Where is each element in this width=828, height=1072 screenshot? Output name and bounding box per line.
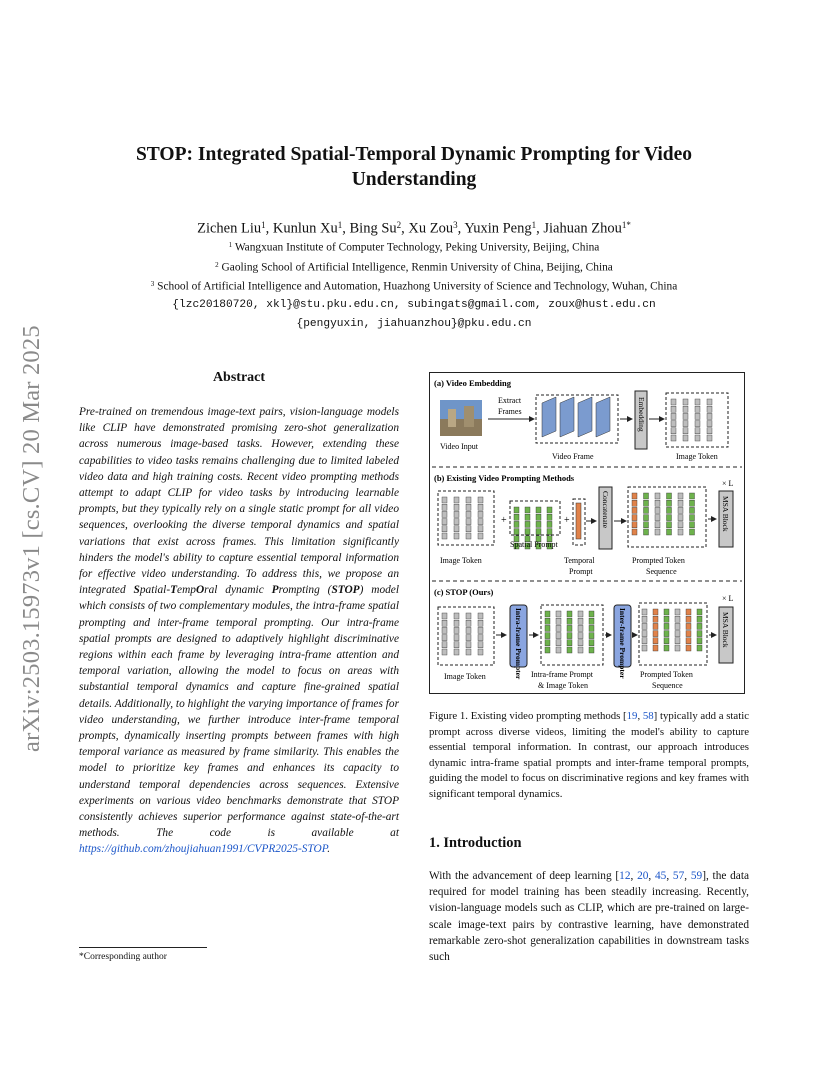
token-cell	[556, 625, 561, 631]
token-cell	[514, 507, 519, 513]
token-cell	[478, 497, 483, 503]
token-cell	[671, 428, 676, 434]
token-cell	[545, 611, 550, 617]
token-cell	[567, 611, 572, 617]
abstract-body: Pre-trained on tremendous image-text pairs, vision-language models like CLIP have demonstrated promising zero-shot generalization across numerous image-based tasks. However, extending these capabilities to video tasks remains challenging due to limited labeled video data and high training costs. Recent video prompting methods attempt to adapt CLIP for video tasks by introducing learnable prompts, but they typically rely on a single static prompt for all video sequences, overlooking the diverse temporal dynamics and spatial variations that exist across frames. This limitation significantly hinders the model's ability to capture essential temporal information for effective video understanding. To address this, we propose an integrated Spatial-TempOral dynamic Prompting (STOP) model which consists of two complementary modules, the intra-frame spatial prompting and inter-frame temporal prompting. Our intra-frame spatial prompts are designed to adaptively highlight discriminative regions within each frame by leveraging intra-frame attention and temporal variation, allowing the model to focus on areas with substantial temporal dynamics and capture fine-grained spatial details. Additionally, to highlight the varying importance of frames for video understanding, we further introduce inter-frame temporal prompts, dynamically inserting prompts between frames with high temporal variance as measured by frame similarity. This enables the model to prioritize key frames and enhances its capacity to understand temporal dependencies across sequences. Extensive experiments on various video benchmarks demonstrate that STOP consistently achieves superior performance against state-of-the-art methods. The code is available at https://github.com/zhoujiahuan1991/CVPR2025-STOP.	[79, 406, 399, 856]
token-cell	[675, 623, 680, 629]
times-l-b: × L	[722, 479, 734, 488]
token-cell	[653, 616, 658, 622]
token-cell	[671, 413, 676, 419]
token-cell	[567, 625, 572, 631]
token-cell	[655, 507, 660, 513]
token-cell	[478, 649, 483, 655]
token-cell	[578, 647, 583, 653]
token-cell	[653, 609, 658, 615]
token-cell	[707, 435, 712, 441]
token-cell	[547, 529, 552, 535]
token-cell	[466, 649, 471, 655]
token-cell	[642, 638, 647, 644]
token-cell	[632, 522, 637, 528]
author-affiliation-mark: 2	[396, 220, 402, 230]
token-cell	[478, 533, 483, 539]
token-cell	[578, 611, 583, 617]
token-cell	[442, 526, 447, 532]
token-cell	[632, 529, 637, 535]
author: Zichen Liu	[197, 220, 262, 237]
figure-1	[429, 372, 745, 694]
author-affiliation-mark: 3	[453, 220, 458, 230]
token-cell	[578, 633, 583, 639]
token-cell	[664, 631, 669, 637]
token-cell	[454, 497, 459, 503]
token-cell	[556, 647, 561, 653]
author: Xu Zou	[408, 220, 454, 237]
token-cell	[644, 507, 649, 513]
token-cell	[697, 609, 702, 615]
token-cell	[466, 519, 471, 525]
token-cell	[671, 406, 676, 412]
panel-c-label: (c) STOP (Ours)	[434, 587, 494, 597]
token-cell	[525, 514, 530, 520]
token-cell	[667, 493, 672, 499]
token-cell	[655, 500, 660, 506]
token-cell	[632, 493, 637, 499]
token-cell	[545, 618, 550, 624]
token-cell	[478, 620, 483, 626]
token-cell	[683, 428, 688, 434]
token-cell	[678, 493, 683, 499]
token-cell	[671, 399, 676, 405]
token-cell	[655, 515, 660, 521]
token-cell	[442, 511, 447, 517]
token-cell	[454, 526, 459, 532]
affiliation-3: $^3$ School of Artificial Intelligence and Automation, Huazhong University of Science and Technology, Wuhan, China	[150, 280, 678, 293]
token-cell	[655, 522, 660, 528]
token-cell	[466, 642, 471, 648]
token-cell	[642, 623, 647, 629]
author: Yuxin Peng	[464, 220, 532, 237]
figure-diagram	[430, 373, 744, 693]
author-affiliation-mark: 1	[337, 220, 343, 230]
token-cell	[675, 638, 680, 644]
token-cell	[466, 635, 471, 641]
token-cell	[578, 618, 583, 624]
concatenate-label: Concatenate	[601, 491, 610, 529]
token-cell	[695, 421, 700, 427]
token-cell	[695, 413, 700, 419]
token-cell	[683, 435, 688, 441]
token-cell	[536, 514, 541, 520]
token-cell	[556, 611, 561, 617]
prompted-tokens-c	[642, 609, 702, 651]
token-cell	[589, 625, 594, 631]
token-cell	[707, 399, 712, 405]
token-cell	[514, 521, 519, 527]
token-cell	[466, 497, 471, 503]
token-cell	[442, 635, 447, 641]
token-cell	[697, 631, 702, 637]
token-cell	[545, 633, 550, 639]
inter-frame-prompter-label: Inter-frame Prompter	[618, 608, 627, 679]
token-cell	[664, 609, 669, 615]
token-cell	[545, 640, 550, 646]
prompted-token-group-c	[639, 603, 707, 665]
token-cell	[478, 511, 483, 517]
token-cell	[632, 515, 637, 521]
token-cell	[478, 627, 483, 633]
footnote-rule	[79, 947, 207, 948]
token-cell	[686, 638, 691, 644]
token-cell	[667, 522, 672, 528]
frames-label: Frames	[498, 407, 522, 416]
token-cell	[567, 618, 572, 624]
token-cell	[644, 493, 649, 499]
token-cell	[466, 627, 471, 633]
token-cell	[655, 493, 660, 499]
author: Jiahuan Zhou	[543, 220, 622, 237]
token-cell	[678, 515, 683, 521]
token-cell	[683, 406, 688, 412]
plus-sign: +	[501, 515, 507, 526]
prompted-tokens-b	[632, 493, 695, 535]
video-input-image	[440, 400, 482, 436]
affiliation-1: $^1$ Wangxuan Institute of Computer Technology, Peking University, Beijing, China	[228, 241, 600, 254]
image-token-label-c: Image Token	[444, 672, 486, 681]
token-cell	[589, 647, 594, 653]
token-cell	[697, 623, 702, 629]
token-cell	[578, 625, 583, 631]
title-line-2: Understanding	[351, 169, 477, 190]
token-cell	[707, 406, 712, 412]
token-cell	[478, 526, 483, 532]
token-cell	[454, 642, 459, 648]
token-cell	[514, 514, 519, 520]
token-cell	[454, 620, 459, 626]
token-cell	[466, 511, 471, 517]
token-columns-a	[671, 399, 712, 441]
email-line-2: {pengyuxin, jiahuanzhou}@pku.edu.cn	[296, 318, 532, 330]
token-cell	[683, 421, 688, 427]
token-cell	[478, 519, 483, 525]
token-cell	[667, 515, 672, 521]
prompted-token-label-b: Prompted Token	[632, 556, 685, 565]
video-frame-label: Video Frame	[552, 452, 594, 461]
token-cell	[454, 627, 459, 633]
token-cell	[671, 421, 676, 427]
token-cell	[478, 613, 483, 619]
token-cell	[690, 500, 695, 506]
token-cell	[525, 507, 530, 513]
token-cell	[678, 522, 683, 528]
author-affiliation-mark: 1*	[621, 220, 631, 230]
token-cell	[545, 647, 550, 653]
paper-title	[90, 142, 738, 192]
token-cell	[589, 618, 594, 624]
prompt-label: Prompt	[569, 567, 593, 576]
token-cell	[642, 645, 647, 651]
token-cell	[454, 511, 459, 517]
token-cell	[442, 497, 447, 503]
token-cell	[632, 507, 637, 513]
token-cell	[632, 500, 637, 506]
token-cell	[556, 618, 561, 624]
token-cell	[678, 500, 683, 506]
token-cell	[466, 613, 471, 619]
arxiv-identifier: arXiv:2503.15973v1 [cs.CV] 20 Mar 2025	[18, 325, 45, 752]
token-cell	[644, 500, 649, 506]
msa-label-b: MSA Block	[721, 496, 730, 532]
token-cell	[454, 519, 459, 525]
token-cell	[697, 616, 702, 622]
token-cell	[664, 638, 669, 644]
token-cell	[514, 529, 519, 535]
author: Bing Su	[349, 220, 397, 237]
token-cell	[478, 635, 483, 641]
sequence-label-c: Sequence	[652, 681, 683, 690]
token-cell	[547, 507, 552, 513]
citation-link[interactable]: 20	[637, 870, 649, 882]
token-cell	[707, 421, 712, 427]
token-cell	[686, 623, 691, 629]
token-cell	[695, 399, 700, 405]
affiliation-2: $^2$ Gaoling School of Artificial Intelligence, Renmin University of China, Beijing, China	[215, 261, 613, 274]
token-cell	[690, 529, 695, 535]
video-input-label: Video Input	[440, 442, 478, 451]
token-cell	[667, 529, 672, 535]
token-cell	[690, 515, 695, 521]
token-cell	[466, 526, 471, 532]
citation-link[interactable]: 59	[690, 870, 703, 882]
title-line-1: STOP: Integrated Spatial-Temporal Dynamic Prompting for Video	[135, 144, 693, 165]
citation-link[interactable]: 58	[642, 710, 654, 722]
token-cell	[664, 616, 669, 622]
panel-a-label: (a) Video Embedding	[434, 378, 511, 388]
abstract-heading: Abstract	[212, 370, 266, 385]
image-token-label-a: Image Token	[676, 452, 718, 461]
frame-stack	[542, 397, 610, 437]
token-cell	[454, 533, 459, 539]
token-cell	[536, 521, 541, 527]
token-cell	[671, 435, 676, 441]
token-cell	[644, 515, 649, 521]
token-cell	[442, 613, 447, 619]
token-cell	[695, 435, 700, 441]
plus-sign: +	[564, 515, 570, 526]
token-cell	[655, 529, 660, 535]
spatial-prompt-label: Spatial Prompt	[510, 540, 558, 549]
sequence-label-b: Sequence	[646, 567, 677, 576]
token-cell	[686, 616, 691, 622]
image-token-label-b: Image Token	[440, 556, 482, 565]
token-cell	[545, 625, 550, 631]
token-cell	[578, 640, 583, 646]
token-cell	[642, 616, 647, 622]
token-cell	[675, 631, 680, 637]
temporal-prompt-token	[576, 503, 581, 539]
token-cell	[589, 640, 594, 646]
token-cell	[454, 649, 459, 655]
token-cell	[454, 504, 459, 510]
token-cell	[644, 529, 649, 535]
citation-link[interactable]: 57	[672, 870, 685, 882]
token-cell	[478, 642, 483, 648]
author-affiliation-mark: 1	[531, 220, 537, 230]
token-cell	[466, 533, 471, 539]
token-cell	[653, 645, 658, 651]
token-cell	[675, 616, 680, 622]
prompted-token-label-c: Prompted Token	[640, 670, 693, 679]
token-columns-c	[442, 613, 483, 655]
panel-b-label: (b) Existing Video Prompting Methods	[434, 473, 575, 483]
token-cell	[695, 406, 700, 412]
citation-link[interactable]: 19	[626, 710, 638, 722]
token-cell	[547, 514, 552, 520]
intra-frame-prompt-label: Intra-frame Prompt	[531, 670, 593, 679]
token-cell	[536, 529, 541, 535]
token-cell	[454, 613, 459, 619]
token-cell	[547, 521, 552, 527]
author-list: Zichen Liu$^1$, Kunlun Xu$^1$, Bing Su$^2$, Xu Zou$^3$, Yuxin Peng$^1$, Jiahuan Zhou$^{1*}$	[197, 220, 631, 237]
author: Kunlun Xu	[272, 220, 338, 237]
token-cell	[442, 620, 447, 626]
token-cell	[683, 399, 688, 405]
msa-label-c: MSA Block	[721, 612, 730, 648]
token-cell	[442, 627, 447, 633]
token-cell	[697, 645, 702, 651]
section-heading-introduction: 1. Introduction	[429, 835, 522, 851]
citation-link[interactable]: 12	[619, 870, 631, 882]
token-cell	[556, 640, 561, 646]
times-l-c: × L	[722, 594, 734, 603]
token-cell	[653, 631, 658, 637]
token-cell	[653, 638, 658, 644]
email-line-1: {lzc20180720, xkl}@stu.pku.edu.cn, subingats@gmail.com, zoux@hust.edu.cn	[172, 299, 656, 311]
token-cell	[536, 507, 541, 513]
token-cell	[567, 633, 572, 639]
footnote: *Corresponding author	[79, 952, 167, 962]
token-cell	[707, 428, 712, 434]
extract-label: Extract	[498, 396, 522, 405]
token-cell	[697, 638, 702, 644]
token-cell	[442, 519, 447, 525]
token-cell	[683, 413, 688, 419]
token-cell	[589, 633, 594, 639]
token-cell	[686, 609, 691, 615]
citation-link[interactable]: 45	[655, 870, 667, 882]
token-cell	[466, 504, 471, 510]
token-cell	[686, 645, 691, 651]
introduction-body: With the advancement of deep learning [12, 20, 45, 57, 59], the data required for model training has been steadily increasing. Recently, vision-language models such as CLIP, which are pre-trained on large-scale image-text pairs by contrastive learning, have demonstrated remarkable zero-shot generalization capabilities in downstream tasks such	[429, 870, 750, 964]
token-cell	[567, 647, 572, 653]
token-cell	[667, 500, 672, 506]
token-cell	[556, 633, 561, 639]
token-cell	[442, 533, 447, 539]
token-cell	[678, 529, 683, 535]
embedding-label: Embedding	[637, 397, 646, 432]
token-cell	[664, 645, 669, 651]
token-cell	[644, 522, 649, 528]
token-cell	[695, 428, 700, 434]
token-columns-b	[442, 497, 483, 539]
token-cell	[454, 635, 459, 641]
token-cell	[466, 620, 471, 626]
token-cell	[642, 631, 647, 637]
token-cell	[442, 642, 447, 648]
token-cell	[690, 493, 695, 499]
token-cell	[642, 609, 647, 615]
token-cell	[690, 507, 695, 513]
token-cell	[525, 521, 530, 527]
author-affiliation-mark: 1	[261, 220, 266, 230]
token-cell	[478, 504, 483, 510]
token-cell	[567, 640, 572, 646]
token-cell	[675, 645, 680, 651]
token-cell	[442, 649, 447, 655]
token-cell	[675, 609, 680, 615]
and-image-token-label: & Image Token	[538, 681, 588, 690]
intra-frame-prompter-label: Intra-frame Prompter	[514, 608, 523, 680]
token-cell	[525, 529, 530, 535]
token-cell	[653, 623, 658, 629]
temporal-label: Temporal	[564, 556, 595, 565]
token-cell	[686, 631, 691, 637]
token-cell	[667, 507, 672, 513]
token-cell	[442, 504, 447, 510]
token-cell	[678, 507, 683, 513]
code-link[interactable]: https://github.com/zhoujiahuan1991/CVPR2025-STOP	[79, 843, 328, 856]
token-cell	[690, 522, 695, 528]
intra-frame-prompt-tokens	[545, 611, 594, 653]
token-cell	[589, 611, 594, 617]
figure-caption: Figure 1. Existing video prompting methods [19, 58] typically add a static prompt across diverse videos, limiting the model's ability to capture essential temporal information. In contrast, our approach introduces dynamic intra-frame spatial prompts and inter-frame temporal prompts, guiding the model to focus on discriminative regions and key frames with significant temporal dynamics.	[429, 710, 749, 800]
token-cell	[707, 413, 712, 419]
token-cell	[664, 623, 669, 629]
